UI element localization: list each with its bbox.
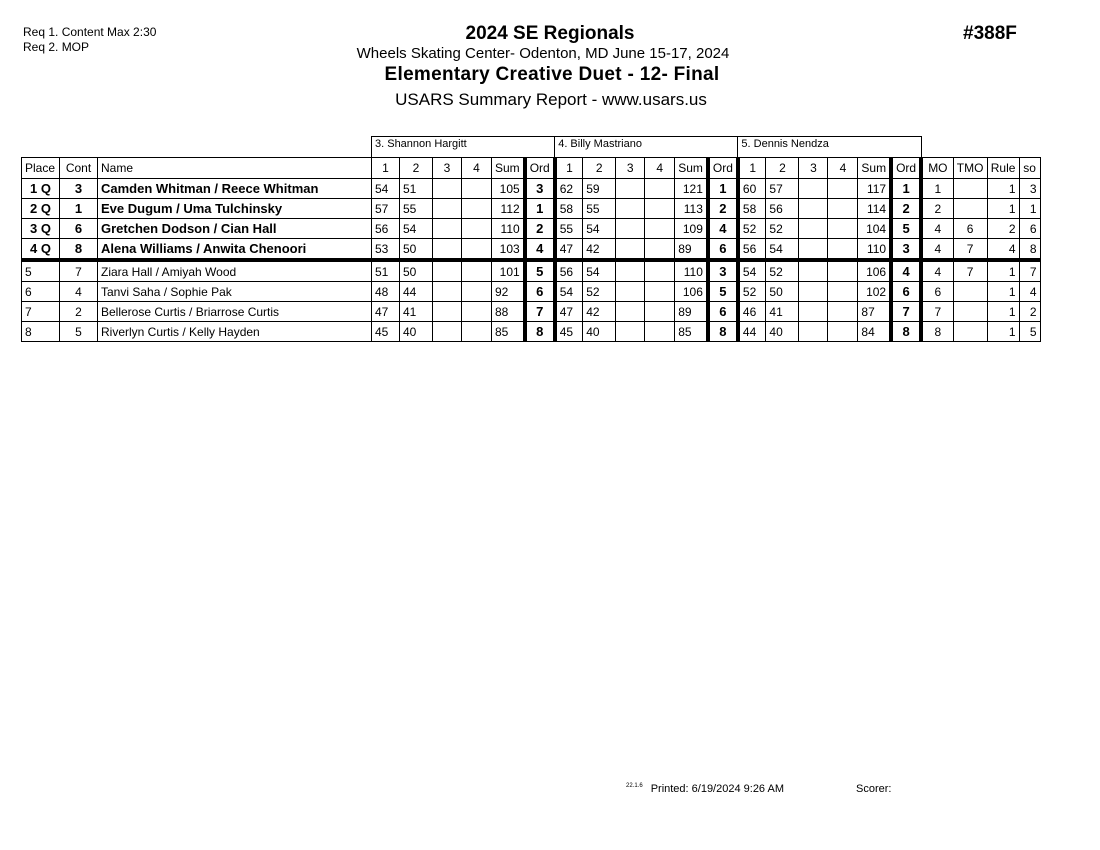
- judge-score-2: 42: [583, 302, 616, 322]
- judge-score-2: 41: [400, 302, 433, 322]
- contestant-number: 2: [60, 302, 98, 322]
- judge-score-4: [645, 199, 675, 219]
- judge-score-2: 40: [400, 322, 433, 342]
- rule-value: 4: [987, 239, 1019, 261]
- col-header-rule: Rule: [987, 158, 1019, 179]
- judge-score-ord: 6: [525, 282, 555, 302]
- mo-value: 2: [921, 199, 953, 219]
- judge-score-4: [462, 239, 492, 261]
- judge-score-3: [616, 219, 645, 239]
- so-value: 1: [1019, 199, 1040, 219]
- place: 7: [22, 302, 60, 322]
- place: 6: [22, 282, 60, 302]
- mo-value: 4: [921, 260, 953, 282]
- place: 8: [22, 322, 60, 342]
- judge-score-ord: 2: [891, 199, 921, 219]
- tmo-value: [953, 199, 987, 219]
- rule-value: 1: [987, 282, 1019, 302]
- judge-score-sum: 113: [675, 199, 708, 219]
- judge-score-3: [616, 199, 645, 219]
- judge-score-3: [616, 302, 645, 322]
- judge-score-sum: 106: [675, 282, 708, 302]
- col-header-judge-sum: Sum: [675, 158, 708, 179]
- judge-score-4: [645, 219, 675, 239]
- col-header-judge-2: 2: [583, 158, 616, 179]
- skater-names: Tanvi Saha / Sophie Pak: [98, 282, 372, 302]
- judge-score-1: 56: [738, 239, 766, 261]
- judge-score-ord: 4: [525, 239, 555, 261]
- scorer-label: Scorer:: [856, 783, 892, 795]
- judge-score-2: 57: [766, 179, 799, 199]
- judge-score-4: [462, 302, 492, 322]
- judge-score-4: [828, 282, 858, 302]
- col-header-place: Place: [22, 158, 60, 179]
- col-header-judge-ord: Ord: [708, 158, 738, 179]
- col-header-judge-sum: Sum: [492, 158, 525, 179]
- contestant-number: 4: [60, 282, 98, 302]
- tmo-value: 6: [953, 219, 987, 239]
- judge-score-ord: 8: [708, 322, 738, 342]
- judge-score-sum: 112: [492, 199, 525, 219]
- judge-score-2: 40: [766, 322, 799, 342]
- judge-score-1: 51: [372, 260, 400, 282]
- judge-score-3: [616, 322, 645, 342]
- table-row: [22, 302, 1041, 322]
- so-value: 8: [1019, 239, 1040, 261]
- judge-score-sum: 87: [858, 302, 891, 322]
- judge-score-3: [433, 199, 462, 219]
- judge-score-1: 56: [555, 260, 583, 282]
- col-header-judge-1: 1: [738, 158, 766, 179]
- judge-score-3: [799, 260, 828, 282]
- col-header-so: so: [1019, 158, 1040, 179]
- judge-score-4: [462, 219, 492, 239]
- table-row: [22, 199, 1041, 219]
- mo-value: 7: [921, 302, 953, 322]
- judge-score-4: [828, 302, 858, 322]
- spacer: [921, 137, 1040, 158]
- report-title: USARS Summary Report - www.usars.us: [395, 90, 707, 109]
- col-header-judge-sum: Sum: [858, 158, 891, 179]
- judge-score-3: [799, 199, 828, 219]
- judge-score-1: 47: [555, 302, 583, 322]
- spacer: [22, 137, 372, 158]
- results-table: [21, 136, 1041, 342]
- judge-score-1: 45: [372, 322, 400, 342]
- col-header-judge-1: 1: [555, 158, 583, 179]
- contestant-number: 5: [60, 322, 98, 342]
- page-title: 2024 SE Regionals: [465, 23, 635, 44]
- skater-names: Camden Whitman / Reece Whitman: [98, 179, 372, 199]
- judge-score-3: [433, 260, 462, 282]
- judge-score-ord: 3: [891, 239, 921, 261]
- judge-score-1: 54: [555, 282, 583, 302]
- judge-score-3: [799, 282, 828, 302]
- judge-score-1: 62: [555, 179, 583, 199]
- judge-score-sum: 117: [858, 179, 891, 199]
- col-header-judge-2: 2: [766, 158, 799, 179]
- contestant-number: 6: [60, 219, 98, 239]
- judge-score-2: 54: [583, 260, 616, 282]
- judge-score-ord: 3: [708, 260, 738, 282]
- judge-score-sum: 85: [675, 322, 708, 342]
- judge-score-2: 41: [766, 302, 799, 322]
- skater-names: Bellerose Curtis / Briarrose Curtis: [98, 302, 372, 322]
- judge-score-1: 56: [372, 219, 400, 239]
- so-value: 2: [1019, 302, 1040, 322]
- judge-score-sum: 101: [492, 260, 525, 282]
- mo-value: 1: [921, 179, 953, 199]
- judge-score-2: 50: [400, 260, 433, 282]
- judge-score-sum: 110: [858, 239, 891, 261]
- judge-score-1: 58: [555, 199, 583, 219]
- judge-score-2: 52: [766, 219, 799, 239]
- judge-score-3: [799, 179, 828, 199]
- judge-score-2: 50: [766, 282, 799, 302]
- judge-score-3: [616, 260, 645, 282]
- judge-score-3: [799, 239, 828, 261]
- col-header-judge-3: 3: [616, 158, 645, 179]
- col-header-mo: MO: [921, 158, 953, 179]
- judge-score-4: [462, 260, 492, 282]
- judge-score-3: [799, 322, 828, 342]
- judge-score-1: 52: [738, 282, 766, 302]
- judge-score-sum: 114: [858, 199, 891, 219]
- tmo-value: [953, 302, 987, 322]
- tmo-value: [953, 282, 987, 302]
- judge-score-2: 59: [583, 179, 616, 199]
- print-info: [626, 783, 784, 795]
- judge-score-2: 55: [400, 199, 433, 219]
- mo-value: 4: [921, 239, 953, 261]
- judge-score-ord: 6: [708, 239, 738, 261]
- judge-score-ord: 7: [525, 302, 555, 322]
- judge-score-sum: 110: [492, 219, 525, 239]
- judge-score-sum: 89: [675, 239, 708, 261]
- place: 2 Q: [22, 199, 60, 219]
- judge-score-4: [645, 282, 675, 302]
- judge-score-4: [645, 260, 675, 282]
- judge-score-4: [462, 179, 492, 199]
- judge-name: 3. Shannon Hargitt: [372, 137, 555, 158]
- judge-score-ord: 5: [708, 282, 738, 302]
- judge-name: 5. Dennis Nendza: [738, 137, 921, 158]
- judge-score-3: [433, 302, 462, 322]
- judge-score-3: [616, 179, 645, 199]
- so-value: 5: [1019, 322, 1040, 342]
- table-row: [22, 282, 1041, 302]
- judge-score-ord: 2: [708, 199, 738, 219]
- place: 5: [22, 260, 60, 282]
- judge-score-sum: 105: [492, 179, 525, 199]
- table-row: [22, 239, 1041, 261]
- judge-score-4: [828, 239, 858, 261]
- printed-date: Printed: 6/19/2024 9:26 AM: [650, 783, 785, 795]
- so-value: 7: [1019, 260, 1040, 282]
- judge-score-1: 53: [372, 239, 400, 261]
- judge-score-4: [645, 322, 675, 342]
- judge-score-1: 57: [372, 199, 400, 219]
- judge-score-ord: 1: [891, 179, 921, 199]
- rule-value: 1: [987, 302, 1019, 322]
- skater-names: Alena Williams / Anwita Chenoori: [98, 239, 372, 261]
- judge-score-ord: 1: [708, 179, 738, 199]
- tmo-value: 7: [953, 260, 987, 282]
- judge-score-ord: 3: [525, 179, 555, 199]
- judge-score-4: [462, 282, 492, 302]
- so-value: 3: [1019, 179, 1040, 199]
- judge-score-1: 47: [372, 302, 400, 322]
- col-header-tmo: TMO: [953, 158, 987, 179]
- mo-value: 8: [921, 322, 953, 342]
- judge-score-2: 42: [583, 239, 616, 261]
- judge-score-sum: 84: [858, 322, 891, 342]
- judge-score-sum: 89: [675, 302, 708, 322]
- skater-names: Gretchen Dodson / Cian Hall: [98, 219, 372, 239]
- judge-score-sum: 102: [858, 282, 891, 302]
- judge-name: 4. Billy Mastriano: [555, 137, 738, 158]
- version: 22.1.6: [626, 783, 643, 789]
- col-header-judge-4: 4: [828, 158, 858, 179]
- contestant-number: 7: [60, 260, 98, 282]
- judge-score-1: 45: [555, 322, 583, 342]
- requirement-2: Req 2. MOP: [23, 40, 90, 54]
- judge-score-4: [828, 322, 858, 342]
- judge-score-1: 54: [738, 260, 766, 282]
- judge-score-2: 54: [766, 239, 799, 261]
- judge-score-1: 48: [372, 282, 400, 302]
- judge-score-2: 40: [583, 322, 616, 342]
- judge-score-2: 52: [766, 260, 799, 282]
- judge-score-2: 51: [400, 179, 433, 199]
- judge-score-1: 55: [555, 219, 583, 239]
- mo-value: 6: [921, 282, 953, 302]
- contestant-number: 3: [60, 179, 98, 199]
- table-row: [22, 322, 1041, 342]
- judge-score-2: 54: [583, 219, 616, 239]
- col-header-name: Name: [98, 158, 372, 179]
- so-value: 6: [1019, 219, 1040, 239]
- judge-score-sum: 85: [492, 322, 525, 342]
- skater-names: Eve Dugum / Uma Tulchinsky: [98, 199, 372, 219]
- judge-score-1: 54: [372, 179, 400, 199]
- rule-value: 2: [987, 219, 1019, 239]
- tmo-value: [953, 322, 987, 342]
- event-code: #388F: [963, 23, 1017, 44]
- rule-value: 1: [987, 199, 1019, 219]
- judge-score-sum: 104: [858, 219, 891, 239]
- col-header-judge-1: 1: [372, 158, 400, 179]
- judge-score-ord: 6: [891, 282, 921, 302]
- judge-score-ord: 2: [525, 219, 555, 239]
- judge-score-3: [616, 282, 645, 302]
- tmo-value: [953, 179, 987, 199]
- place: 3 Q: [22, 219, 60, 239]
- judge-score-ord: 6: [708, 302, 738, 322]
- judge-score-3: [433, 179, 462, 199]
- judge-score-2: 52: [583, 282, 616, 302]
- judge-score-4: [828, 199, 858, 219]
- col-header-judge-ord: Ord: [891, 158, 921, 179]
- judge-score-sum: 92: [492, 282, 525, 302]
- judge-score-3: [616, 239, 645, 261]
- col-header-judge-3: 3: [433, 158, 462, 179]
- contestant-number: 1: [60, 199, 98, 219]
- table-row: [22, 260, 1041, 282]
- judge-score-ord: 1: [525, 199, 555, 219]
- rule-value: 1: [987, 260, 1019, 282]
- place: 1 Q: [22, 179, 60, 199]
- judge-score-ord: 4: [708, 219, 738, 239]
- judge-score-4: [828, 260, 858, 282]
- judge-score-sum: 109: [675, 219, 708, 239]
- judge-score-2: 56: [766, 199, 799, 219]
- judge-score-3: [799, 302, 828, 322]
- judge-score-2: 54: [400, 219, 433, 239]
- so-value: 4: [1019, 282, 1040, 302]
- judge-score-4: [645, 179, 675, 199]
- judge-score-ord: 8: [891, 322, 921, 342]
- col-header-judge-2: 2: [400, 158, 433, 179]
- venue-date: Wheels Skating Center- Odenton, MD June 15-17, 2024: [356, 45, 730, 62]
- requirement-1: Req 1. Content Max 2:30: [23, 25, 157, 39]
- judge-score-4: [462, 199, 492, 219]
- judge-score-2: 44: [400, 282, 433, 302]
- judge-score-sum: 121: [675, 179, 708, 199]
- judge-score-3: [799, 219, 828, 239]
- judge-score-4: [645, 302, 675, 322]
- judge-score-2: 50: [400, 239, 433, 261]
- judge-score-1: 52: [738, 219, 766, 239]
- tmo-value: 7: [953, 239, 987, 261]
- judge-score-3: [433, 322, 462, 342]
- place: 4 Q: [22, 239, 60, 261]
- col-header-judge-4: 4: [645, 158, 675, 179]
- judge-score-1: 47: [555, 239, 583, 261]
- judge-score-4: [828, 219, 858, 239]
- judge-score-1: 44: [738, 322, 766, 342]
- contestant-number: 8: [60, 239, 98, 261]
- judge-score-4: [462, 322, 492, 342]
- mo-value: 4: [921, 219, 953, 239]
- skater-names: Riverlyn Curtis / Kelly Hayden: [98, 322, 372, 342]
- judge-score-4: [645, 239, 675, 261]
- judge-score-ord: 4: [891, 260, 921, 282]
- rule-value: 1: [987, 179, 1019, 199]
- judge-score-3: [433, 282, 462, 302]
- rule-value: 1: [987, 322, 1019, 342]
- judge-score-ord: 5: [891, 219, 921, 239]
- judge-score-1: 58: [738, 199, 766, 219]
- judge-score-1: 46: [738, 302, 766, 322]
- skater-names: Ziara Hall / Amiyah Wood: [98, 260, 372, 282]
- col-header-judge-ord: Ord: [525, 158, 555, 179]
- col-header-cont: Cont: [60, 158, 98, 179]
- judge-score-ord: 8: [525, 322, 555, 342]
- judge-score-sum: 88: [492, 302, 525, 322]
- judge-score-1: 60: [738, 179, 766, 199]
- judge-score-ord: 5: [525, 260, 555, 282]
- table-row: [22, 179, 1041, 199]
- judge-score-4: [828, 179, 858, 199]
- col-header-judge-3: 3: [799, 158, 828, 179]
- judge-score-3: [433, 239, 462, 261]
- judge-score-sum: 110: [675, 260, 708, 282]
- col-header-judge-4: 4: [462, 158, 492, 179]
- judge-score-sum: 103: [492, 239, 525, 261]
- event-name: Elementary Creative Duet - 12- Final: [384, 64, 720, 85]
- judge-score-sum: 106: [858, 260, 891, 282]
- table-row: [22, 219, 1041, 239]
- judge-score-ord: 7: [891, 302, 921, 322]
- judge-score-2: 55: [583, 199, 616, 219]
- judge-score-3: [433, 219, 462, 239]
